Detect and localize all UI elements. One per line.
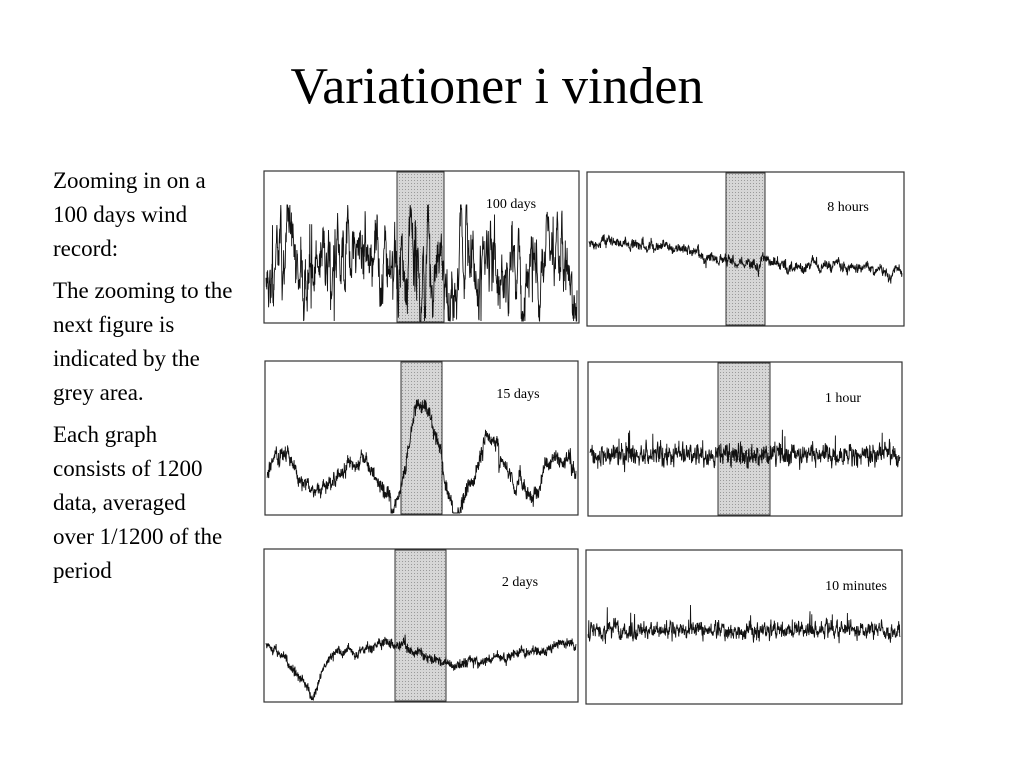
slide-title: Variationer i vinden xyxy=(290,58,704,115)
panel-label-8-hours: 8 hours xyxy=(827,200,869,215)
side-paragraph-zoom: The zooming to the next figure is indicated by the grey area. xyxy=(53,278,239,405)
panel-15-days xyxy=(265,361,578,515)
panel-label-100-days: 100 days xyxy=(485,197,537,212)
wind-trace-10-minutes xyxy=(588,605,900,644)
panel-label-2-days: 2 days xyxy=(501,575,539,590)
panel-8-hours xyxy=(587,172,904,326)
panel-10-minutes xyxy=(586,550,902,704)
zoom-region-1-hour xyxy=(718,363,770,515)
panel-2-days xyxy=(264,549,578,702)
panel-label-15-days: 15 days xyxy=(496,387,540,402)
zoom-region-2-days xyxy=(395,550,446,701)
panel-100-days xyxy=(264,171,579,323)
side-paragraph-data: Each graph consists of 1200 data, averaged over 1/1200 of the period xyxy=(53,422,229,583)
panel-label-10-minutes: 10 minutes xyxy=(825,579,887,594)
panel-1-hour xyxy=(588,362,902,516)
panel-label-1-hour: 1 hour xyxy=(824,391,862,406)
side-paragraph-intro: Zooming in on a 100 days wind record: xyxy=(53,168,212,261)
zoom-region-8-hours xyxy=(726,173,765,325)
